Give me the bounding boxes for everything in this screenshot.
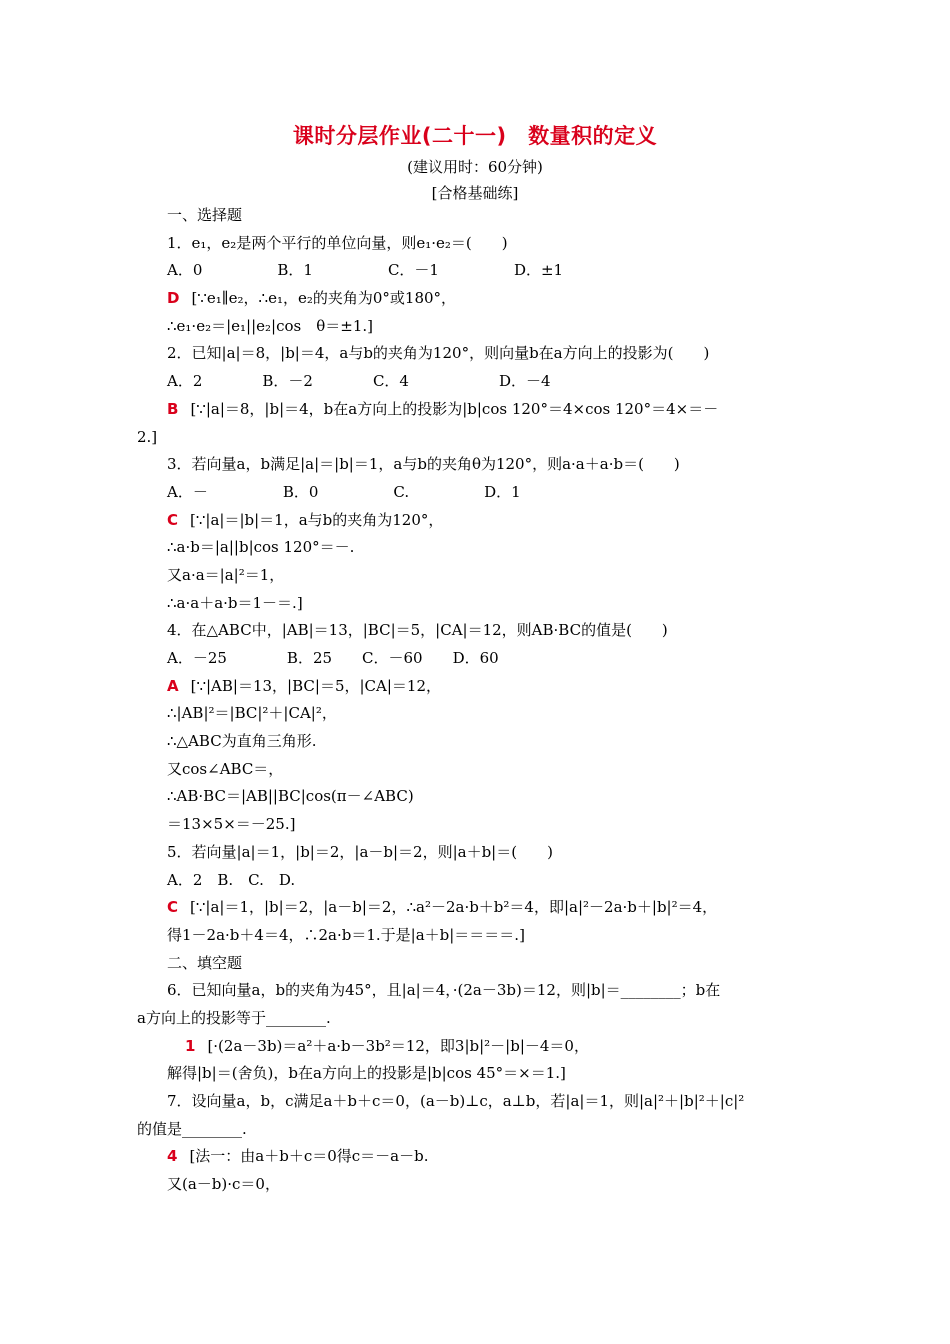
answer-letter: C (167, 510, 179, 529)
page-title: 课时分层作业(二十一) 数量积的定义 (292, 124, 658, 148)
text-line (137, 811, 817, 839)
text-line (137, 396, 817, 424)
line-text: 1．e₁，e₂是两个平行的单位向量，则e₁·e₂＝( ) (167, 233, 508, 252)
line-text: ∴|AB|²＝|BC|²＋|CA|²， (167, 704, 337, 723)
text-line (137, 617, 817, 645)
time-suggestion: (建议用时：60分钟) (407, 158, 543, 176)
text-line (137, 728, 817, 756)
line-text: 得1－2a·b＋4＝4，∴2a·b＝1.于是|a＋b|＝＝＝＝.] (167, 925, 525, 944)
line-text: 解得|b|＝(舍负)，b在a方向上的投影是|b|cos 45°＝×＝1.] (167, 1064, 566, 1083)
text-line (137, 368, 817, 396)
text-line (137, 590, 817, 618)
text-line (137, 424, 817, 452)
text-line (137, 922, 817, 950)
line-text: ∴a·a＋a·b＝1－＝.] (167, 593, 303, 612)
document-body (137, 202, 817, 1199)
text-line (137, 1116, 817, 1144)
line-text: 2．已知|a|＝8，|b|＝4，a与b的夹角为120°，则向量b在a方向上的投影为( ) (167, 344, 710, 363)
line-text: [·(2a－3b)＝a²＋a·b－3b²＝12，即3|b|²－|b|－4＝0， (207, 1036, 589, 1055)
line-text: 3．若向量a，b满足|a|＝|b|＝1，a与b的夹角θ为120°，则a·a＋a·b＝( ) (167, 455, 680, 474)
answer-letter: 4 (167, 1147, 178, 1166)
answer-letter: 1 (185, 1036, 196, 1055)
text-line (137, 1171, 817, 1199)
text-line (137, 673, 817, 701)
line-text: A．－25 B．25 C．－60 D．60 (167, 649, 499, 667)
line-text: ∴△ABC为直角三角形. (167, 732, 317, 751)
line-text: [∵e₁∥e₂，∴e₁，e₂的夹角为0°或180°， (191, 289, 457, 308)
text-line (137, 313, 817, 341)
text-line (137, 1143, 817, 1171)
line-text: 6．已知向量a，b的夹角为45°，且|a|＝4，·(2a－3b)＝12，则|b|＝________；b在 (167, 981, 721, 1000)
text-line (137, 894, 817, 922)
answer-letter: C (167, 898, 179, 917)
line-text: 4．在△ABC中，|AB|＝13，|BC|＝5，|CA|＝12，则AB·BC的值是( ) (167, 621, 668, 640)
text-line (137, 230, 817, 258)
line-text: [∵|AB|＝13，|BC|＝5，|CA|＝12， (190, 676, 441, 695)
line-text: 二、填空题 (167, 953, 243, 972)
line-text: ∴AB·BC＝|AB||BC|cos(π－∠ABC) (167, 787, 414, 806)
line-text: A．2 B. C. D. (167, 870, 296, 889)
text-line (137, 977, 817, 1005)
text-line (137, 534, 817, 562)
line-text: 的值是________. (137, 1119, 247, 1138)
text-line (137, 562, 817, 590)
text-line (137, 257, 817, 285)
line-text: a方向上的投影等于________. (137, 1008, 331, 1027)
line-text: [∵|a|＝|b|＝1，a与b的夹角为120°， (190, 510, 444, 529)
text-line (137, 1088, 817, 1116)
line-text: A．－ B．0 C. D．1 (167, 482, 521, 501)
line-text: [法一：由a＋b＋c＝0得c＝－a－b. (189, 1147, 429, 1166)
text-line (137, 645, 817, 673)
line-text: 5．若向量|a|＝1，|b|＝2，|a－b|＝2，则|a＋b|＝( ) (167, 842, 553, 861)
answer-letter: D (167, 289, 180, 308)
text-line (137, 1060, 817, 1088)
text-line (137, 202, 817, 230)
text-line (137, 451, 817, 479)
text-line (137, 700, 817, 728)
line-text: 又(a－b)·c＝0， (167, 1175, 280, 1194)
line-text: ∴e₁·e₂＝|e₁||e₂|cos θ＝±1.] (167, 316, 373, 335)
text-line (137, 507, 817, 535)
line-text: [∵|a|＝1，|b|＝2，|a－b|＝2，∴a²－2a·b＋b²＝4，即|a|²－2a·b＋|b|²＝4， (190, 898, 718, 917)
text-line (137, 285, 817, 313)
text-line (137, 340, 817, 368)
line-text: A．0 B．1 C．－1 D．±1 (167, 261, 564, 280)
text-line (137, 867, 817, 895)
text-line (137, 756, 817, 784)
text-line (137, 1005, 817, 1033)
line-text: ＝13×5×＝－25.] (167, 815, 296, 834)
line-text: 7．设向量a，b，c满足a＋b＋c＝0，(a－b)⊥c，a⊥b，若|a|＝1，则|a|²＋|b|²＋|c|² (167, 1092, 745, 1110)
text-line (137, 1033, 817, 1061)
text-line (137, 950, 817, 978)
answer-letter: B (167, 399, 179, 418)
text-line (137, 839, 817, 867)
line-text: 2.] (137, 427, 158, 446)
text-line (137, 783, 817, 811)
line-text: 一、选择题 (167, 206, 243, 224)
line-text: A．2 B．－2 C．4 D．－4 (167, 372, 551, 391)
section-level: [合格基础练] (431, 184, 519, 202)
line-text: [∵|a|＝8，|b|＝4，b在a方向上的投影为|b|cos 120°＝4×cos 120°＝4×＝－ (190, 399, 719, 418)
text-line (137, 479, 817, 507)
line-text: 又a·a＝|a|²＝1， (167, 565, 285, 584)
line-text: 又cos∠ABC＝， (167, 759, 284, 778)
answer-letter: A (167, 676, 179, 695)
line-text: ∴a·b＝|a||b|cos 120°＝－. (167, 538, 355, 557)
